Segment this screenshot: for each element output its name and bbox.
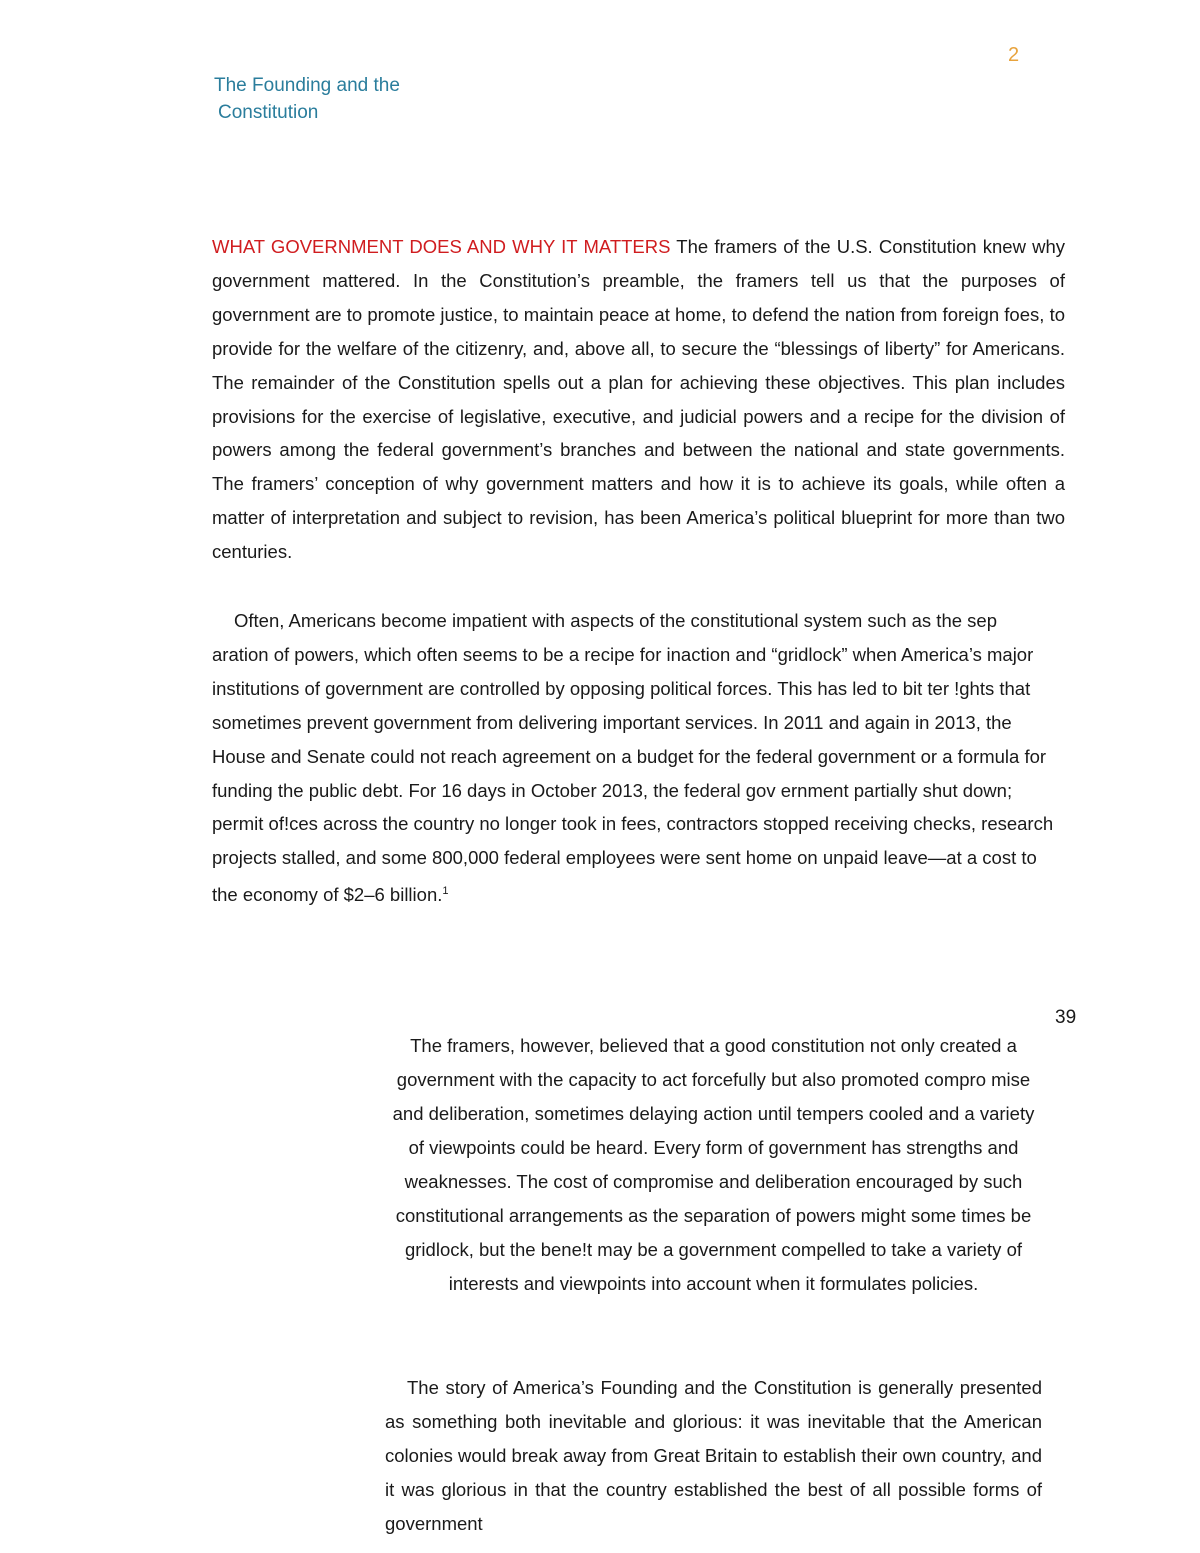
intro-paragraph bbox=[212, 230, 1065, 569]
framers-paragraph: The framers, however, believed that a good constitution not only created a government with the capacity to act forcefully but also promoted compro mise and deliberation, sometimes delaying action until tempers cooled and a variety of viewpoints could be heard. Every form of government has strengths and weaknesses. The cost of compromise and deliberation encouraged by such constitutional arrangements as the separation of powers might some times be gridlock, but the bene!t may be a government compelled to take a variety of interests and viewpoints into account when it formulates policies. bbox=[392, 1035, 1035, 1294]
chapter-number: 2 bbox=[1008, 44, 1020, 66]
chapter-title-line1: The Founding and the bbox=[214, 75, 400, 96]
founding-story-text: The story of America’s Founding and the Constitution is generally presented as something both inevitable and glorious: it was inevitable that the American colonies would break away from Great Britain to establish their own country, and it was glorious in that the country established the best of all possible forms of government bbox=[385, 1377, 1042, 1534]
intro-paragraph-text: The framers of the U.S. Constitution knew why government mattered. In the Constitution’s preamble, the framers tell us that the purposes of government are to promote justice, to maintain peace at home, to defend the nation from foreign foes, to provide for the welfare of the citizenry, and, above all, to secure the “blessings of liberty” for Americans. The remainder of the Constitution spells out a plan for achieving these objectives. This plan includes provisions for the exercise of legislative, executive, and judicial powers and a recipe for the division of powers among the federal government’s branches and between the national and state governments. The framers’ conception of why government matters and how it is to achieve its goals, while often a matter of interpretation and subject to revision, has been America’s political blueprint for more than two centuries. bbox=[212, 236, 1065, 563]
gridlock-paragraph-text: Often, Americans become impatient with aspects of the constitutional system such as the sep aration of powers, which often seems to be a recipe for inaction and “gridlock” when America’s major institutions of government are controlled by opposing political forces. This has led to bit ter !ghts that sometimes prevent government from delivering important services. In 2011 and again in 2013, the House and Senate could not reach agreement on a budget for the federal government or a formula for funding the public debt. For 16 days in October 2013, the federal gov ernment partially shut down; permit of!ces across the country no longer took in fees, contractors stopped receiving checks, research projects stalled, and some 800,000 federal employees were sent home on unpaid leave—at a cost to the economy of $2–6 billion. bbox=[212, 610, 1054, 906]
gridlock-paragraph bbox=[212, 604, 1057, 912]
founding-story-paragraph bbox=[385, 1371, 1042, 1541]
footnote-reference[interactable]: 1 bbox=[442, 885, 449, 898]
chapter-title bbox=[214, 72, 400, 126]
chapter-title-line2: Constitution bbox=[218, 102, 319, 123]
section-heading: WHAT GOVERNMENT DOES AND WHY IT MATTERS bbox=[212, 236, 671, 257]
page-number: 39 bbox=[1055, 1007, 1077, 1028]
